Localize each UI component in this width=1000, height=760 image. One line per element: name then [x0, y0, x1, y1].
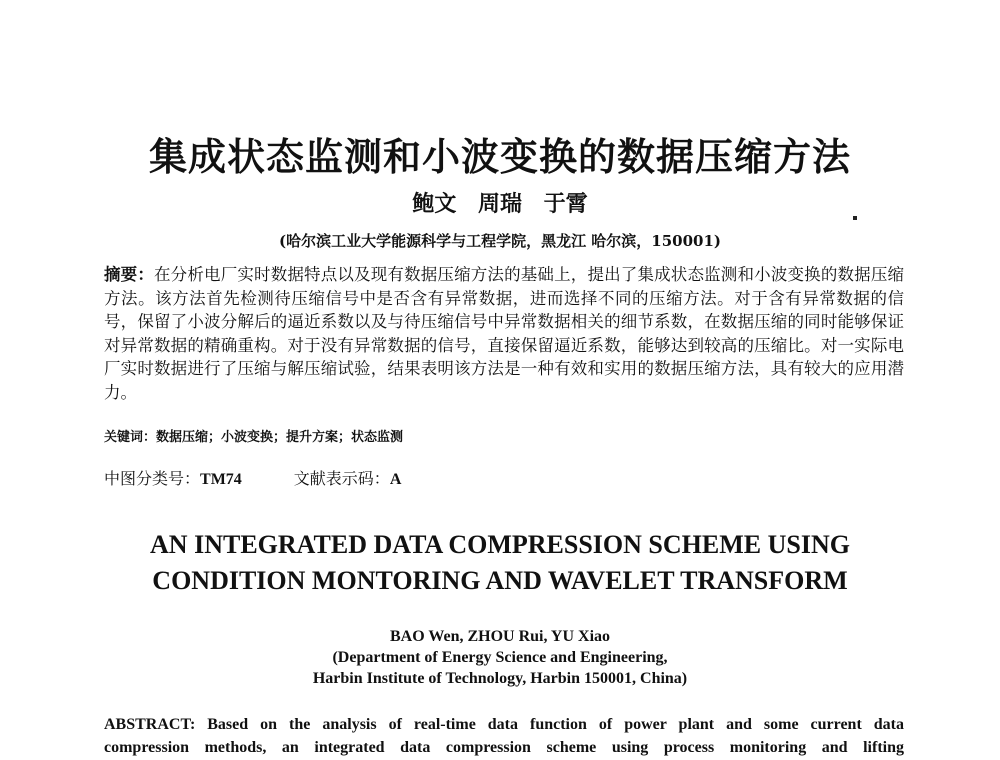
- document-code-label: 文献表示码：: [293, 469, 390, 488]
- chinese-classification: [104, 466, 401, 489]
- chinese-affiliation: (哈尔滨工业大学能源科学与工程学院，黑龙江 哈尔滨，150001): [278, 232, 722, 250]
- classification-value: TM74: [200, 471, 242, 488]
- document-code-value: A: [389, 471, 402, 488]
- classification-label: 中图分类号：: [104, 469, 201, 488]
- chinese-abstract-text: 在分析电厂实时数据特点以及现有数据压缩方法的基础上，提出了集成状态监测和小波变换的数据压缩方法。该方法首先检测待压缩信号中是否含有异常数据，进而选择不同的压缩方法。对于含有异常数据的信号，保留了小波分解后的逼近系数以及与待压缩信号中异常数据相关的细节系数，在数据压缩的同时能够保证对异常数据的精确重构。对于没有异常数据的信号，直接保留逼近系数，能够达到较高的压缩比。对一实际电厂实时数据进行了压缩与解压缩试验，结果表明该方法是一种有效和实用的数据压缩方法，具有较大的应用潜力。: [104, 265, 905, 402]
- chinese-title: 集成状态监测和小波变换的数据压缩方法: [148, 135, 851, 179]
- english-title-line-1: AN INTEGRATED DATA COMPRESSION SCHEME USING: [150, 530, 850, 559]
- english-authors-block: [0, 626, 1000, 689]
- scan-speck: [853, 216, 857, 220]
- english-affiliation-line-2: Harbin Institute of Technology, Harbin 150001, China): [312, 670, 688, 687]
- english-abstract-line-1: ABSTRACT: Based on the analysis of real-time data function of power plant and some current data: [104, 716, 904, 733]
- english-abstract-line-2: compression methods, an integrated data compression scheme using process monitoring and lifting: [104, 739, 904, 756]
- chinese-authors: 鲍文 周瑞 于霄: [412, 191, 588, 217]
- chinese-abstract-label: 摘要：: [104, 265, 155, 284]
- english-affiliation-line-1: (Department of Energy Science and Engineering,: [332, 649, 668, 666]
- english-authors: BAO Wen, ZHOU Rui, YU Xiao: [389, 628, 611, 645]
- english-title-line-2: CONDITION MONTORING AND WAVELET TRANSFORM: [152, 566, 848, 595]
- english-title: [0, 527, 1000, 599]
- chinese-abstract: [104, 263, 904, 405]
- chinese-keywords: 关键词：数据压缩；小波变换；提升方案；状态监测: [104, 430, 404, 445]
- english-abstract: [104, 713, 904, 759]
